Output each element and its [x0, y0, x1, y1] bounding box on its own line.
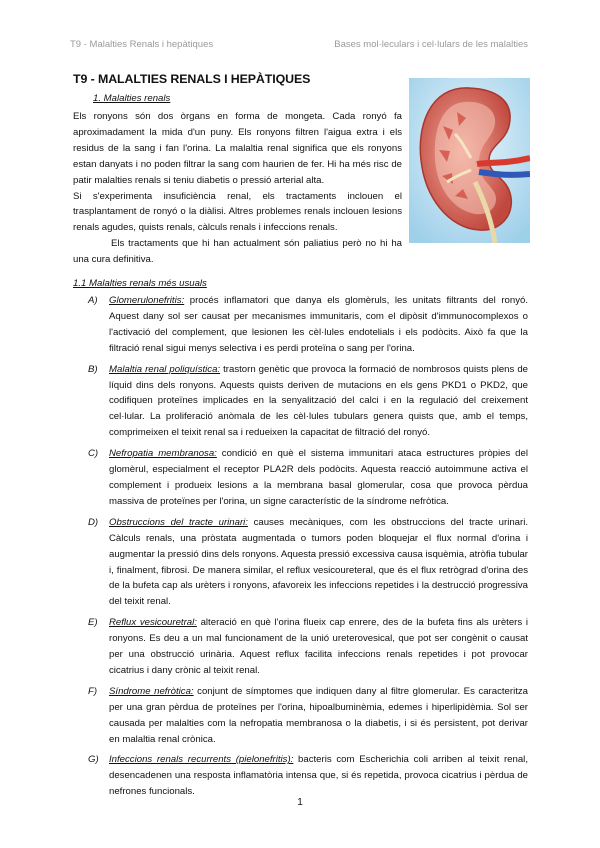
list-term: Síndrome nefròtica:	[109, 685, 194, 697]
intro-paragraph: Els tractaments que hi han actualment són paliatius però no hi ha una cura definitiva.	[73, 238, 402, 266]
list-text: trastorn genètic que provoca la formació de nombrosos quists plens de líquid dins dels ronyons. Aquests quists deriven de mutacions en els gens PKD1 o PKD2, que codifiquen proteïnes implicades en la senyalització del calci i en la regulació del creixement cel·lular. La proliferació anòmala de les cèl·lules tubulars genera quists que, amb el temps, comprimeixen el teixit renal sa i redueixen la capacitat de filtració del ronyó.	[109, 363, 528, 439]
list-text: condició en què el sistema immunitari ataca estructures pròpies del glomèrul, especialment el receptor PLA2R dels podòcits. Aquesta reacció autoimmune activa el complement i produeix lesions a la membrana basal glomerular, cosa que provoca pèrdua massiva de proteïnes per l'orina, un signe característic de la síndrome nefròtica.	[109, 448, 528, 507]
list-text: causes mecàniques, com les obstruccions del tracte urinari. Càlculs renals, una pròstata augmentada o tumors poden bloquejar el flux normal d'orina i augmentar la pressió dins dels ronyons. Aquesta pressió excessiva causa isquèmia, atròfia tubular i, finalment, fibrosi. De manera similar, el reflux vesicoureteral, que és el flux retrògrad d'orina des de la bufeta cap als urèters i ronyons, afavoreix les infeccions repetides i la destrucció progressiva del teixit renal.	[109, 516, 529, 608]
list-marker: B)	[88, 363, 98, 375]
section-heading-1: 1. Malalties renals	[93, 93, 171, 104]
disease-list	[73, 293, 528, 805]
intro-paragraph: Si s'experimenta insuficiència renal, els tractaments inclouen el trasplantament de ronyó o la diàlisi. Altres problemes renals inclouen lesions renals agudes, quists renals, càlculs renals i infeccions renals.	[73, 190, 402, 234]
list-marker: A)	[88, 295, 98, 306]
list-text: conjunt de símptomes que indiquen dany al filtre glomerular. Es caracteritza per una gran pèrdua de proteïnes per l'orina, hipoalbuminèmia, edemes i hiperlipidèmia. Sol ser causada per malalties com la nefropatia membranosa o la diabetis, i si és persistent, pot derivar en malaltia renal crònica.	[109, 685, 528, 745]
list-item	[73, 615, 528, 679]
list-marker: E)	[88, 617, 98, 629]
section-heading-1-1: 1.1 Malalties renals més usuals	[73, 278, 207, 289]
list-item	[73, 684, 528, 748]
intro-paragraph: Els ronyons són dos òrgans en forma de mongeta. Cada ronyó fa aproximadament la mida d'un puny. Els ronyons filtren l'aigua extra i els residus de la sang i fan l'orina. La malaltia renal significa que els ronyons estan danyats i no poden filtrar la sang com haurien de fer. Hi ha més risc de patir malalties renals si teniu diabetis o pressió arterial alta.	[73, 111, 402, 186]
list-marker: F)	[88, 685, 98, 697]
list-item	[73, 446, 528, 510]
list-text: alteració en què l'orina flueix cap enrere, des de la bufeta fins als urèters i ronyons. Es deu a un mal funcionament de la unió ureterovesical, que pot ser congènit o causat per una obstrucció urinària. Aquest reflux facilita infeccions renals repetides i pot provocar cicatrius i dany crònic al teixit renal.	[109, 617, 528, 676]
list-item	[73, 362, 528, 442]
list-marker: D)	[88, 516, 99, 528]
list-text: procés inflamatori que danya els glomèruls, les unitats filtrants del ronyó. Aquest dany sol ser causat per mecanismes immunitaris, com el dipòsit d'immunocomplexos o l'activació del complement, que lesionen les cèl·lules endotelials i els podòcits. Això fa que la filtració renal sigui menys selectiva i es perdi proteïna o sang per l'orina.	[109, 295, 528, 354]
kidney-illustration-icon	[409, 78, 530, 243]
intro-text	[73, 109, 402, 268]
list-marker: C)	[88, 448, 99, 460]
header-right: Bases mol·leculars i cel·lulars de les malalties	[334, 39, 528, 50]
list-marker: G)	[88, 754, 99, 766]
list-term: Obstruccions del tracte urinari:	[109, 516, 248, 528]
list-text: bacteris com Escherichia coli arriben al teixit renal, desencadenen una resposta inflamatòria intensa que, si és repetida, provoca cicatrius i pèrdua de nefrones funcionals.	[109, 754, 528, 798]
list-term: Infeccions renals recurrents (pielonefritis):	[109, 754, 294, 766]
page-number: 1	[297, 797, 303, 808]
list-term: Reflux vesicouretral:	[109, 617, 197, 629]
list-item	[73, 293, 528, 357]
list-term: Malaltia renal poliquística:	[109, 363, 221, 375]
list-item	[73, 752, 528, 800]
list-item	[73, 515, 528, 610]
document-title: T9 - MALALTIES RENALS I HEPÀTIQUES	[73, 72, 311, 86]
list-term: Glomerulonefritis:	[109, 295, 185, 306]
header-left: T9 - Malalties Renals i hepàtiques	[70, 39, 214, 50]
list-term: Nefropatia membranosa:	[109, 448, 217, 460]
